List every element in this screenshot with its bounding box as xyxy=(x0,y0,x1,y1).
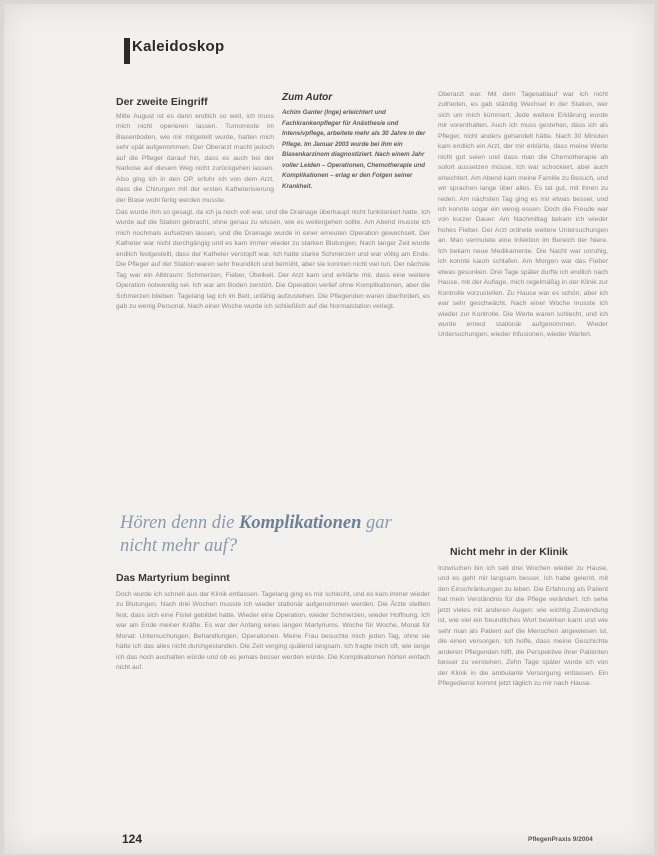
masthead-marker xyxy=(124,38,130,64)
paragraph: Doch wurde ich schnell aus der Klinik entlassen. Tagelang ging es mir schlecht, und es kam immer wieder zu Blutungen. Nach drei Wochen musste ich wieder stationär aufgenommen werden. Die Ärzte stellten fest, dass sich eine Fistel gebildet hatte. Wieder eine Operation, wieder Schmerzen, wieder Hoffnung. Ich war am Ende meiner Kräfte. Es war der Anfang eines langen Martyriums. Woche für Woche, Monat für Monat: Untersuchungen, Behandlungen, Operationen. Meine Frau besuchte mich jeden Tag, ohne sie hätte ich das alles nicht durchgestanden. Die Zeit verging quälend langsam. Ich fragte mich oft, wie lange ich das noch aushalten würde und ob es jemals besser werden würde. Die Komplikationen hörten einfach nicht auf. xyxy=(116,591,430,672)
body-column-2-klinik xyxy=(438,564,608,832)
section-heading-zweite-eingriff: Der zweite Eingriff xyxy=(116,96,208,108)
pull-quote-part-1: Hören denn die xyxy=(120,513,240,533)
author-box-heading: Zum Autor xyxy=(282,92,333,103)
body-column-1-full xyxy=(116,208,430,504)
body-column-2 xyxy=(438,90,608,538)
body-column-1-top xyxy=(116,112,274,206)
paragraph: Oberarzt war. Mit dem Tagesablauf war ich nicht zufrieden, es gab ständig Wechsel in der Station, wer sich um mich kümmert. Jede weitere Erklärung wurde mir vorenthalten. Auch ich muss gestehen, dass ich als Pfleger, nicht anders gehandelt hätte. Nach 30 Minuten kam endlich ein Arzt, der mir erklärte, dass meine Werte nicht gut seien und dass man die Chemotherapie ab sofort aussetzen müsse. Ich war schockiert, aber auch erleichtert. Am Abend kam meine Familie zu Besuch, und wir sprachen lange über alles. Es tat gut, mit ihnen zu reden. Am nächsten Tag ging es mir etwas besser, und ich konnte sogar ein wenig essen. Doch die Freude war von kurzer Dauer: Am Nachmittag bekam ich wieder hohes Fieber. Der Arzt ordnete weitere Untersuchungen an. Man vermutete eine Infektion im Bereich der Niere. Ich bekam neue Medikamente. Die Nacht war unruhig, ich konnte kaum schlafen. Am Morgen war das Fieber etwas gesunken. Drei Tage später durfte ich endlich nach Hause, mit der Auflage, mich regelmäßig in der Klinik zur Kontrolle vorzustellen. Zu Hause war es schön, aber ich war sehr geschwächt. Nach einer Woche musste ich wieder zur Kontrolle. Die Werte waren schlecht, und ich wurde erneut stationär aufgenommen. Wieder Untersuchungen, wieder Infusionen, wieder Warten. xyxy=(438,91,608,339)
paragraph: Inzwischen bin ich seit drei Wochen wieder zu Hause, und es geht mir langsam besser. Ich habe gelernt, mit den Einschränkungen zu leben. Die Erfahrung als Patient hat mein Verständnis für die Pflege verändert. Ich sehe jetzt vieles mit anderen Augen: wie wichtig Zuwendung ist, wie viel ein freundliches Wort bewirken kann und wie sehr man als Patient auf die Menschen angewiesen ist, die einen versorgen. Ich hoffe, dass meine Geschichte anderen Pflegenden hilft, die Perspektive ihrer Patienten besser zu verstehen. Zehn Tage später wurde ich von der Klinik in die ambulante Versorgung entlassen. Ein Pflegedienst kommt jetzt täglich zu mir nach Hause. xyxy=(438,565,608,687)
author-box-text: Achim Ganter (Inge) erleichtert und Fachkrankenpfleger für Anästhesie und Intensivpflege, arbeitete mehr als 30 Jahre in der Pflege. Im Januar 2003 wurde bei ihm ein Blasenkarzinom diagnostiziert. Nach einem Jahr voller Leiden – Operationen, Chemotherapie und Komplikationen – erlag er den Folgen seiner Krankheit. xyxy=(282,109,426,190)
journal-issue: PflegenPraxis 9/2004 xyxy=(528,836,593,843)
pull-quote-emphasis: Komplikationen xyxy=(239,513,362,533)
magazine-page xyxy=(4,4,654,854)
masthead-title: Kaleidoskop xyxy=(132,38,225,55)
paragraph: Mitte August ist es dann endlich so weit, ich muss mich nicht operieren lassen. Tumorreste im Blasenboden, wie mir mitgeteilt wurde, hatten mich sehr spät aufgenommen. Der Oberarzt macht jedoch auf die Pfleger darauf hin, dass es auch bei der Narkose auf diesem Weg nicht zurückgehen lassen. Also ging ich in den OP, erfuhr ich von dem Arzt, dass die Chirurgen mit der ersten Katheterisierung der Blase wohl fertig werden musste. xyxy=(116,113,274,204)
section-heading-klinik: Nicht mehr in der Klinik xyxy=(450,546,568,558)
paragraph: Das wurde ihm so gesagt, da ich ja noch voll war, und die Drainage überhaupt nicht funktioniert hatte. Ich wurde auf die Station gebracht, ohne genau zu wissen, wie es weitergehen sollte. Am Abend musste ich mich nochmals aufsetzen lassen, und die Drainage wurde in einer erneuten Operation gewechselt. Der Katheter war nicht durchgängig und es kam immer wieder zu starken Blutungen. Nach langer Zeit wurde endlich festgestellt, dass der Katheter verstopft war. Ich hatte starke Schmerzen und war völlig am Ende. Die Pfleger auf der Station waren sehr freundlich und bemüht, aber sie konnten nicht viel tun. Der nächste Tag war ein Albtraum: Schmerzen, Fieber, Übelkeit. Der Arzt kam und erklärte mir, dass eine weitere Operation notwendig sei. Ich war am Boden zerstört. Die Operation verlief ohne Komplikationen, aber die Schmerzen blieben. Tagelang lag ich im Bett, unfähig aufzustehen. Die Pflegenden waren überfordert, es gab zu wenig Personal. Nach einer Woche wurde ich schließlich auf die Normalstation verlegt. xyxy=(116,209,430,311)
pull-quote-part-2: gar nicht mehr auf? xyxy=(120,513,392,556)
pull-quote-headline xyxy=(120,512,430,558)
page-number: 124 xyxy=(122,832,143,846)
section-heading-martyrium: Das Martyrium beginnt xyxy=(116,572,230,584)
body-column-1-martyrium xyxy=(116,590,430,832)
